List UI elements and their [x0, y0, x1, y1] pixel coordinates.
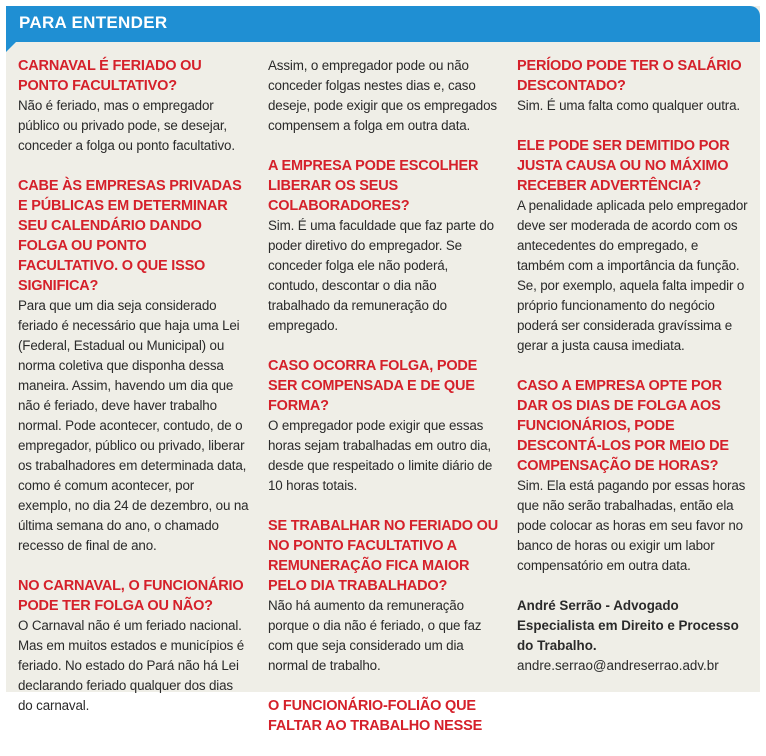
faq-item: [268, 516, 500, 676]
faq-question: SE TRABALHAR NO FERIADO OU NO PONTO FACULTATIVO A REMUNERAÇÃO FICA MAIOR PELO DIA TRABALHADO?: [268, 518, 499, 594]
faq-answer: Assim, o empregador pode ou não conceder folgas nestes dias e, caso deseje, pode exigir que os empregados compensem a folga em outra data.: [268, 58, 497, 133]
faq-question: CASO A EMPRESA OPTE POR DAR OS DIAS DE FOLGA AOS FUNCIONÁRIOS, PODE DESCONTÁ-LOS POR MEIO DE COMPENSAÇÃO DE HORAS?: [517, 378, 729, 474]
faq-question: NO CARNAVAL, O FUNCIONÁRIO PODE TER FOLGA OU NÃO?: [18, 578, 244, 614]
info-panel: [6, 6, 760, 734]
faq-item: [18, 176, 250, 556]
faq-answer: Sim. É uma faculdade que faz parte do poder diretivo do empregador. Se conceder folga ele não poderá, contudo, descontar o dia não trabalhado da remuneração do empregado.: [268, 218, 494, 333]
faq-answer: Não é feriado, mas o empregador público ou privado pode, se desejar, conceder a folga ou ponto facultativo.: [18, 98, 235, 153]
column-2: [268, 56, 500, 756]
author-credit: [517, 596, 749, 676]
faq-question: A EMPRESA PODE ESCOLHER LIBERAR OS SEUS COLABORADORES?: [268, 158, 479, 214]
section-header: [6, 6, 760, 42]
faq-item: [268, 356, 500, 496]
faq-answer: Para que um dia seja considerado feriado é necessário que haja uma Lei (Federal, Estadual ou Municipal) ou norma coletiva que disponha dessa maneira. Assim, havendo um dia que não é feriado, deve haver trabalho normal. Pode acontecer, contudo, de o empregador, público ou privado, liberar os trabalhadores em determinada data, como é comum acontecer, por exemplo, no dia 24 de dezembro, ou na última semana do ano, o chamado recesso de final de ano.: [18, 298, 249, 553]
faq-answer: O Carnaval não é um feriado nacional. Mas em muitos estados e municípios é feriado. No estado do Pará não há Lei declarando feriado qualquer dos dias do carnaval.: [18, 618, 245, 713]
section-title: PARA ENTENDER: [19, 13, 168, 32]
faq-question: PERÍODO PODE TER O SALÁRIO DESCONTADO?: [517, 58, 742, 94]
faq-item: [517, 56, 749, 116]
column-3: [517, 56, 749, 696]
faq-question: CASO OCORRA FOLGA, PODE SER COMPENSADA E DE QUE FORMA?: [268, 358, 478, 414]
author-name: André Serrão - Advogado Especialista em Direito e Processo do Trabalho.: [517, 598, 739, 653]
faq-continuation: [268, 56, 500, 136]
faq-item: [268, 696, 500, 736]
author-email[interactable]: andre.serrao@andreserrao.adv.br: [517, 658, 719, 673]
faq-item: [18, 56, 250, 156]
faq-item: [268, 156, 500, 336]
faq-answer: Não há aumento da remuneração porque o dia não é feriado, o que faz com que seja considerado um dia normal de trabalho.: [268, 598, 482, 673]
faq-question: O FUNCIONÁRIO-FOLIÃO QUE FALTAR AO TRABALHO NESSE: [268, 698, 483, 734]
faq-answer: Sim. É uma falta como qualquer outra.: [517, 98, 740, 113]
faq-question: CARNAVAL É FERIADO OU PONTO FACULTATIVO?: [18, 58, 202, 94]
faq-item: [18, 576, 250, 716]
column-1: [18, 56, 250, 736]
faq-question: CABE ÀS EMPRESAS PRIVADAS E PÚBLICAS EM DETERMINAR SEU CALENDÁRIO DANDO FOLGA OU PONTO FACULTATIVO. O QUE ISSO SIGNIFICA?: [18, 178, 242, 294]
faq-answer: A penalidade aplicada pelo empregador deve ser moderada de acordo com os antecedentes do empregado, e também com a importância da função. Se, por exemplo, aquela falta impedir o próprio funcionamento do negócio poderá ser considerada gravíssima e gerar a justa causa imediata.: [517, 198, 748, 353]
faq-item: [517, 136, 749, 356]
faq-answer: Sim. Ela está pagando por essas horas que não serão trabalhadas, então ela pode colocar as horas em seu favor no banco de horas ou exigir um labor compensatório em outra data.: [517, 478, 746, 573]
header-notch: [6, 42, 16, 52]
faq-answer: O empregador pode exigir que essas horas sejam trabalhadas em outro dia, desde que respeitado o limite diário de 10 horas totais.: [268, 418, 493, 493]
faq-item: [517, 376, 749, 576]
faq-question: ELE PODE SER DEMITIDO POR JUSTA CAUSA OU NO MÁXIMO RECEBER ADVERTÊNCIA?: [517, 138, 730, 194]
